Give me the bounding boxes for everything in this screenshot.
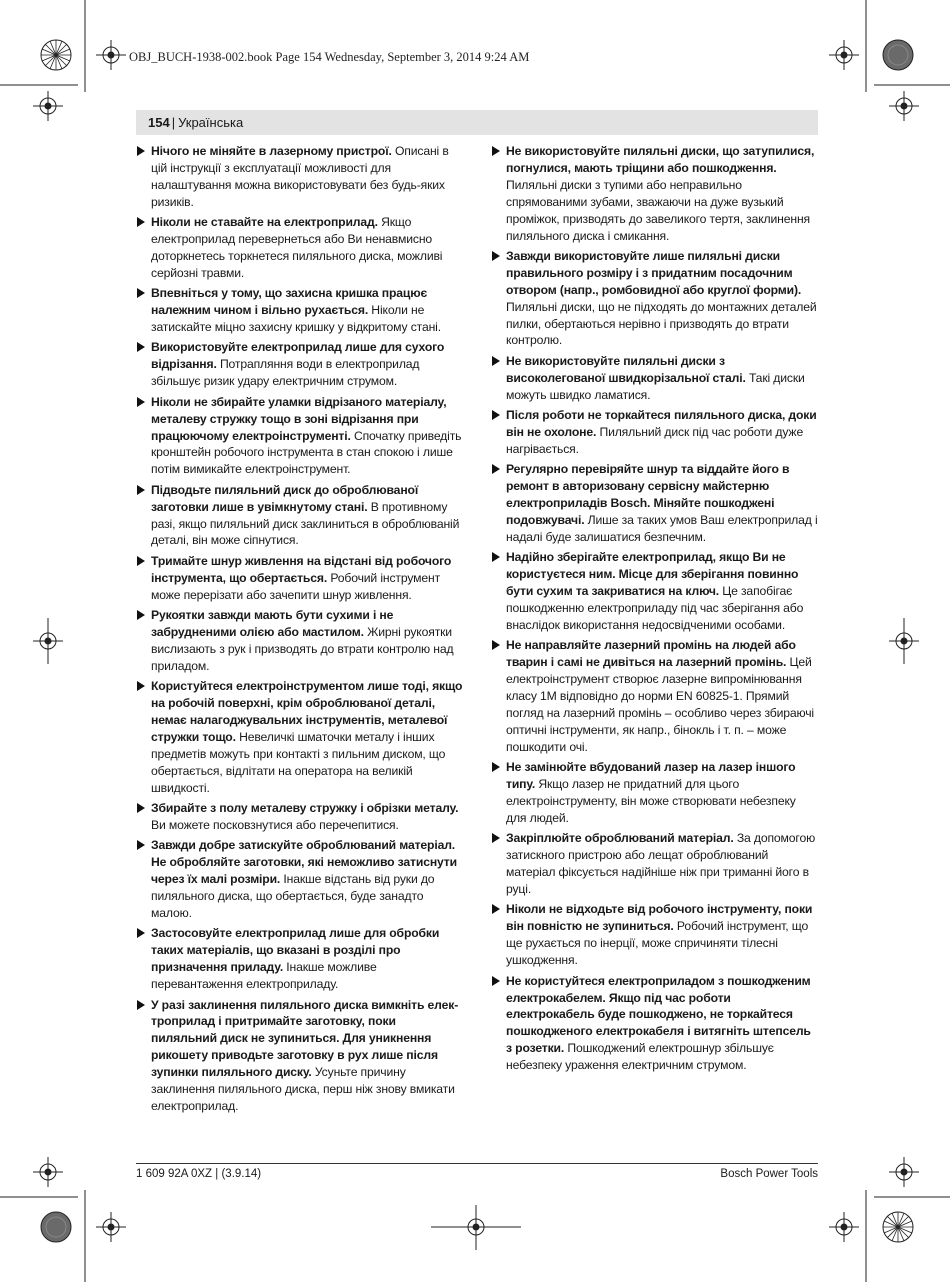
list-item: Не використовуйте пиляльні диски, що затупилися, погнулися, мають тріщини або пошкодження. Пиляльні диски з тупими або неправильно спрямованими зубами, зважаючи на дуже вузький проміжок, призводять до завеликого тертя, заклинення пиляльного диска і смикання. [491,143,818,244]
bullet-icon [492,146,500,156]
bullet-icon [137,556,145,566]
bullet-icon [492,976,500,986]
bullet-icon [137,928,145,938]
page-number: 154 [148,115,170,130]
gray-disc-mark-top-right [883,40,913,70]
left-column [136,143,463,1118]
bullet-icon [137,485,145,495]
list-item: Ніколи не відходьте від робочого інструменту, поки він повністю не зупиниться. Робочий інструмент, що ще рухається по інерції, може спричиняти тілесні ушкодження. [491,901,818,969]
bullet-icon [137,288,145,298]
starburst-mark-bottom-right [883,1212,913,1242]
list-item: Користуйтеся електроінструментом лише тоді, якщо на робочій поверхні, крім оброблюваної деталі, немає налагоджувальних інструментів, металевої стружки тощо. Невеличкі шматочки металу і інших предметів можуть при контакті з пильним диском, що обертається, відлітати на оператора на великій швидкості. [136,678,463,796]
bullet-icon [492,762,500,772]
list-item: Тримайте шнур живлення на відстані від робочого інструмента, що обертається. Робочий інструмент може перерізати або зачепити шнур живлення. [136,553,463,604]
list-item: Завжди використовуйте лише пиляльні диски правильного розміру і з придатним посадочним отвором (напр., ромбовидної або круглої форми). Пиляльні диски, що не підходять до монтажних деталей пилки, обертаються нерівно і призводять до втрати контролю. [491,248,818,349]
bullet-icon [492,464,500,474]
list-item: Не замінюйте вбудований лазер на лазер іншого типу. Якщо лазер не придатний для цього електроінструменту, він може створювати небезпеку для людей. [491,759,818,827]
bullet-icon [137,342,145,352]
bullet-icon [492,410,500,420]
footer-rule [136,1163,818,1164]
footer-doc-number: 1 609 92A 0XZ | (3.9.14) [136,1168,262,1180]
list-item: Після роботи не торкайтеся пиляльного диска, доки він не охолоне. Пиляльний диск під час роботи дуже нагрівається. [491,407,818,458]
bullet-icon [137,397,145,407]
list-item: Підводьте пиляльний диск до оброблюваної заготовки лише в увімкнутому стані. В противному разі, якщо пиляльний диск заклиниться в оброблюваній деталі, він може сіпнутися. [136,482,463,550]
list-item: Закріплюйте оброблюваний матеріал. За допомогою затискного пристрою або лещат оброблюваний матеріал фіксується надійніше ніж при триманні його в руці. [491,830,818,898]
header-separator: | [171,115,176,130]
bullet-icon [492,552,500,562]
bullet-icon [492,833,500,843]
bullet-icon [492,640,500,650]
list-item: У разі заклинення пиляльного диска вимкніть електроприлад і притримайте заготовку, поки пиляльний диск не зупиниться. Для уникнення рикошету приводьте заготовку в рух лише після зупинки пиляльного диску. Усуньте причину заклинення пиляльного диска, перш ніж знову вмикати електроприлад. [136,997,463,1115]
page-header [148,115,243,130]
bullet-icon [137,840,145,850]
print-info: OBJ_BUCH-1938-002.book Page 154 Wednesday, September 3, 2014 9:24 AM [129,50,530,64]
list-item: Завжди добре затискуйте оброблюваний матеріал. Не обробляйте заготовки, які неможливо затиснути через їх малі розміри. Інакше відстань від руки до пиляльного диска, що обертається, буде занадто малою. [136,837,463,922]
list-item: Ніколи не ставайте на електроприлад. Якщо електроприлад перевернеться або Ви ненавмисно доторкнетесь торкнетеся пиляльного диска, можливі серйозні травми. [136,214,463,282]
list-item: Не користуйтеся електроприладом з пошкодженим електрокабелем. Якщо під час роботи електрокабель буде пошкоджено, не торкайтеся пошкодженого електрокабеля і витягніть штепсель з розетки. Пошкоджений електрошнур збільшує небезпеку ураження електричним струмом. [491,973,818,1074]
list-item: Нічого не міняйте в лазерному пристрої. Описані в цій інструкції з експлуатації можливості для налаштування можна використовувати без будь-яких ризиків. [136,143,463,211]
list-item: Впевніться у тому, що захисна кришка працює належним чином і вільно рухається. Ніколи не затискайте міцно захисну кришку у відкритому стані. [136,285,463,336]
list-item: Застосовуйте електроприлад лише для обробки таких матеріалів, що вказані в розділі про призначення приладу. Інакше можливе перевантаження електроприладу. [136,925,463,993]
language-label: Українська [178,115,244,130]
list-item: Регулярно перевіряйте шнур та віддайте його в ремонт в авторизовану сервісну майстерню електроприладів Bosch. Міняйте пошкоджені подовжувачі. Лише за таких умов Ваш електроприлад і надалі буде залишатися безпечним. [491,461,818,546]
starburst-mark-top-left [41,40,71,70]
list-item: Надійно зберігайте електроприлад, якщо Ви не користуєтеся ним. Місце для зберігання повинно бути сухим та закриватися на ключ. Це запобігає пошкодженню електроприладу під час зберігання або внаслідок використання недосвідченими особами. [491,549,818,634]
bullet-icon [492,356,500,366]
bullet-icon [137,146,145,156]
bullet-icon [137,803,145,813]
list-item: Збирайте з полу металеву стружку і обрізки металу. Ви можете посковзнутися або перечепитися. [136,800,463,834]
footer-brand: Bosch Power Tools [720,1168,818,1180]
list-item: Використовуйте електроприлад лише для сухого відрізання. Потрапляння води в електроприлад збільшує ризик удару електричним струмом. [136,339,463,390]
bullet-icon [137,610,145,620]
list-item: Не використовуйте пиляльні диски з високолегованої швидкорізальної сталі. Такі диски можуть швидко ламатися. [491,353,818,404]
list-item: Не направляйте лазерний промінь на людей або тварин і самі не дивіться на лазерний промінь. Цей електроінструмент створює лазерне випромінювання класу 1M відповідно до норми EN 60825-1. Прямий погляд на лазерний промінь – особливо через збираючі оптичні інструменти, як напр., бінокль і т. п. – може пошкодити очі. [491,637,818,755]
bullet-icon [492,904,500,914]
list-item: Рукоятки завжди мають бути сухими і не забрудненими олією або мастилом. Жирні рукоятки вислизають з рук і призводять до втрати контролю над приладом. [136,607,463,675]
gray-disc-mark-bottom-left [41,1212,71,1242]
list-item: Ніколи не збирайте уламки відрізаного матеріалу, металеву стружку тощо в зоні відрізання при працюючому електроінструменті. Спочатку приведіть кронштейн робочого інструмента в стан спокою і лише потім вимикайте електроінструмент. [136,394,463,479]
bullet-icon [492,251,500,261]
right-column [491,143,818,1078]
bullet-icon [137,1000,145,1010]
bullet-icon [137,681,145,691]
bullet-icon [137,217,145,227]
